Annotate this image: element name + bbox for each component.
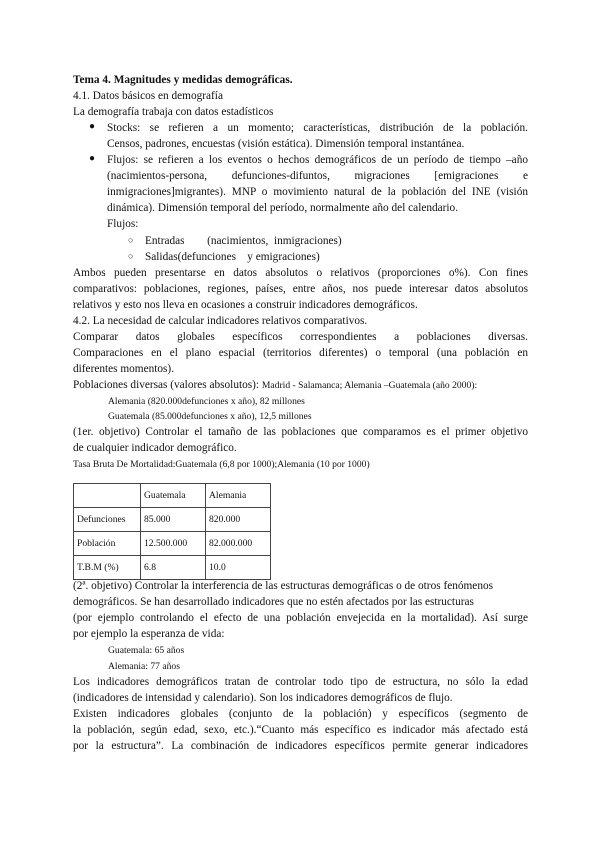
table-cell: 6.8	[141, 556, 206, 580]
poblaciones-label: Poblaciones diversas (valores absolutos):	[73, 379, 262, 391]
mortality-table	[73, 483, 271, 580]
bullet-flujos-line-5: Flujos:	[107, 218, 139, 230]
para-ambos-line-1: Ambos pueden presentarse en datos absolutos o relativos (proporciones o%). Con fines	[73, 267, 528, 279]
poblaciones-examples: Madrid - Salamanca; Alemania –Guatemala (año 2000):	[261, 380, 478, 391]
para-ambos-line-3: relativos y esto nos lleva en ocasiones a construir indicadores demográficos.	[73, 299, 418, 311]
para-existen-line-1: Existen indicadores globales (conjunto de la población) y específicos (segmento de	[73, 708, 528, 720]
intro-text: La demografía trabaja con datos estadísticos	[73, 106, 274, 118]
table-cell: 12.500.000	[141, 532, 206, 556]
table-cell: 820.000	[206, 508, 271, 532]
table-row	[74, 556, 271, 580]
para-indicadores-line-2: (indicadores de intensidad y calendario). Son los indicadores demográficos de flujo.	[73, 692, 453, 704]
table-header-cell	[74, 484, 141, 508]
section-heading-4-2: 4.2. La necesidad de calcular indicadores relativos comparativos.	[73, 315, 368, 327]
circle-bullet-icon: ○	[128, 251, 134, 261]
alemania-data-line: Alemania (820.000defunciones x año), 82 millones	[108, 396, 305, 407]
objetivo1-line-1: (1er. objetivo) Controlar el tamaño de las poblaciones que comparamos es el primer objetivo	[73, 426, 528, 438]
objetivo1-line-2: de cualquier indicador demográfico.	[73, 442, 237, 454]
table-header-cell: Alemania	[206, 484, 271, 508]
objetivo2-line-4: por ejemplo la esperanza de vida:	[73, 628, 225, 640]
bullet-dot-icon: ●	[89, 121, 96, 132]
para-comparar-line-3: diferentes momentos).	[73, 363, 175, 375]
table-header-cell: Guatemala	[141, 484, 206, 508]
sub-bullet-salidas: Salidas(defunciones y emigraciones)	[145, 251, 320, 263]
esperanza-guatemala: Guatemala: 65 años	[108, 645, 185, 656]
circle-bullet-icon: ○	[128, 235, 134, 245]
para-comparar-line-1: Comparar datos globales específicos correspondientes a poblaciones diversas.	[73, 331, 528, 343]
para-indicadores-line-1: Los indicadores demográficos tratan de controlar todo tipo de estructura, no sólo la edad	[73, 676, 528, 688]
bullet-dot-icon: ●	[89, 153, 96, 164]
table-row	[74, 532, 271, 556]
esperanza-alemania: Alemania: 77 años	[108, 661, 180, 672]
guatemala-data-line: Guatemala (85.000defunciones x año), 12,5 millones	[108, 411, 312, 422]
table-header-row	[74, 484, 271, 508]
tasa-bruta-line: Tasa Bruta De Mortalidad:Guatemala (6,8 por 1000);Alemania (10 por 1000)	[73, 459, 370, 470]
sub-bullet-entradas: Entradas (nacimientos, inmigraciones)	[145, 235, 342, 247]
para-comparar-line-2: Comparaciones en el plano espacial (territorios diferentes) o temporal (una población en	[73, 347, 528, 359]
table-row	[74, 508, 271, 532]
table-cell: 82.000.000	[206, 532, 271, 556]
bullet-stocks-line-2: Censos, padrones, encuestas (visión estática). Dimensión temporal instantánea.	[107, 138, 465, 150]
poblaciones-line	[73, 377, 477, 394]
objetivo2-line-3: (por ejemplo controlando el efecto de una población envejecida en la mortalidad). Así surge	[73, 612, 528, 624]
para-existen-line-3: por la estructura”. La combinación de indicadores específicos permite generar indicadores	[73, 740, 528, 752]
table-cell: 85.000	[141, 508, 206, 532]
para-existen-line-2: la población, según edad, sexo, etc.).“Cuanto más específico es indicador más afectado está	[73, 724, 528, 736]
bullet-stocks-line-1: Stocks: se refieren a un momento; características, distribución de la población.	[107, 122, 528, 134]
document-title: Tema 4. Magnitudes y medidas demográficas.	[73, 74, 293, 86]
table-cell: T.B.M (%)	[74, 556, 141, 580]
bullet-flujos-line-3: inmigraciones]migrantes). MNP o movimiento natural de la población del INE (visión	[107, 186, 528, 198]
objetivo2-line-2: demográficos. Se han desarrollado indicadores que no estén afectados por las estructuras	[73, 596, 474, 608]
bullet-flujos-line-4: dinámica). Dimensión temporal del período, normalmente año del calendario.	[107, 202, 459, 214]
objetivo2-line-1: (2ª. objetivo) Controlar la interferencia de las estructuras demográficas o de otros fenómenos	[73, 580, 494, 592]
section-heading-4-1: 4.1. Datos básicos en demografía	[73, 90, 223, 102]
table-cell: Defunciones	[74, 508, 141, 532]
para-ambos-line-2: comparativos: poblaciones, regiones, países, entre años, nos puede interesar datos absolutos	[73, 283, 528, 295]
bullet-flujos-line-1: Flujos: se refieren a los eventos o hechos demográficos de un período de tiempo –año	[107, 154, 528, 166]
bullet-flujos-line-2: (nacimientos-persona, defunciones-difuntos, migraciones [emigraciones e	[107, 170, 528, 182]
table-cell: Población	[74, 532, 141, 556]
table-cell: 10.0	[206, 556, 271, 580]
